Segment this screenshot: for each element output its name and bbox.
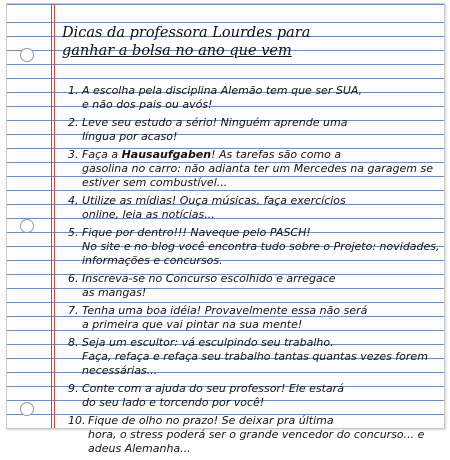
tips-list (68, 84, 446, 460)
tip-text: Conte com a ajuda do seu professor! Ele estará (82, 382, 344, 395)
tip-item (68, 226, 446, 268)
tip-text-continued: e não dos pais ou avós! (82, 98, 213, 111)
tip-number: 7. (68, 304, 79, 317)
notebook-paper (6, 3, 445, 455)
tip-text: Seja um escultor: vá esculpindo seu trabalho. (82, 336, 334, 349)
tip-text-continued: língua por acaso! (82, 130, 178, 143)
tip-text-continued: hora, o stress poderá ser o grande vencedor do concurso... e adeus Alemanha... (88, 428, 425, 455)
tip-text: A escolha pela disciplina Alemão tem que ser SUA, (82, 84, 363, 97)
tip-number: 3. (68, 148, 79, 161)
tip-text: Leve seu estudo a sério! Ninguém aprende uma (82, 116, 348, 129)
tip-text: Utilize as mídias! Ouça músicas, faça exercícios (82, 194, 346, 207)
tip-item (68, 304, 446, 332)
tip-text: Fique de olho no prazo! Se deixar pra última (88, 414, 334, 427)
page-title (62, 24, 442, 60)
tip-text-continued: gasolina no carro: não adianta ter um Mercedes na garagem se estiver sem combustível... (82, 162, 433, 189)
tip-number: 2. (68, 116, 79, 129)
tip-text: Inscreva-se no Concurso escolhido e arregace (82, 272, 336, 285)
margin-line (54, 4, 55, 428)
tip-text: Tenha uma boa idéia! Provavelmente essa não será (82, 304, 368, 317)
tip-number: 5. (68, 226, 79, 239)
binder-hole-icon (20, 402, 34, 416)
tip-text-continued: as mangas! (82, 286, 147, 299)
tip-item (68, 148, 446, 190)
binder-hole-icon (20, 48, 34, 62)
title-line-2: ganhar a bolsa no ano que vem (62, 43, 292, 59)
tip-item (68, 336, 446, 378)
tip-emphasis: Hausaufgaben (121, 148, 212, 161)
binder-hole-icon (20, 219, 34, 233)
tip-text-continued: Faça, refaça e refaça seu trabalho tantas quantas vezes forem necessárias... (82, 350, 428, 377)
tip-item (68, 382, 446, 410)
tip-number: 1. (68, 84, 79, 97)
tip-text-continued: do seu lado e torcendo por você! (82, 396, 265, 409)
tip-number: 10. (68, 414, 86, 427)
tip-text: Faça a (82, 148, 119, 161)
tip-text: ! As tarefas são como a (211, 148, 342, 161)
tip-number: 4. (68, 194, 79, 207)
tip-text-continued: online, leia as notícias... (82, 208, 215, 221)
tip-item (68, 414, 446, 456)
tip-text-continued: a primeira que vai pintar na sua mente! (82, 318, 303, 331)
tip-item (68, 272, 446, 300)
margin-line (51, 4, 52, 428)
tip-item (68, 116, 446, 144)
tip-text: Fique por dentro!!! Naveque pelo PASCH! (82, 226, 311, 239)
tip-number: 9. (68, 382, 79, 395)
tip-item (68, 84, 446, 112)
tip-item (68, 194, 446, 222)
title-line-1: Dicas da professora Lourdes para (62, 25, 311, 41)
tip-number: 8. (68, 336, 79, 349)
tip-text-continued: No site e no blog você encontra tudo sobre o Projeto: novidades, informações e concursos. (82, 240, 440, 267)
tip-number: 6. (68, 272, 79, 285)
